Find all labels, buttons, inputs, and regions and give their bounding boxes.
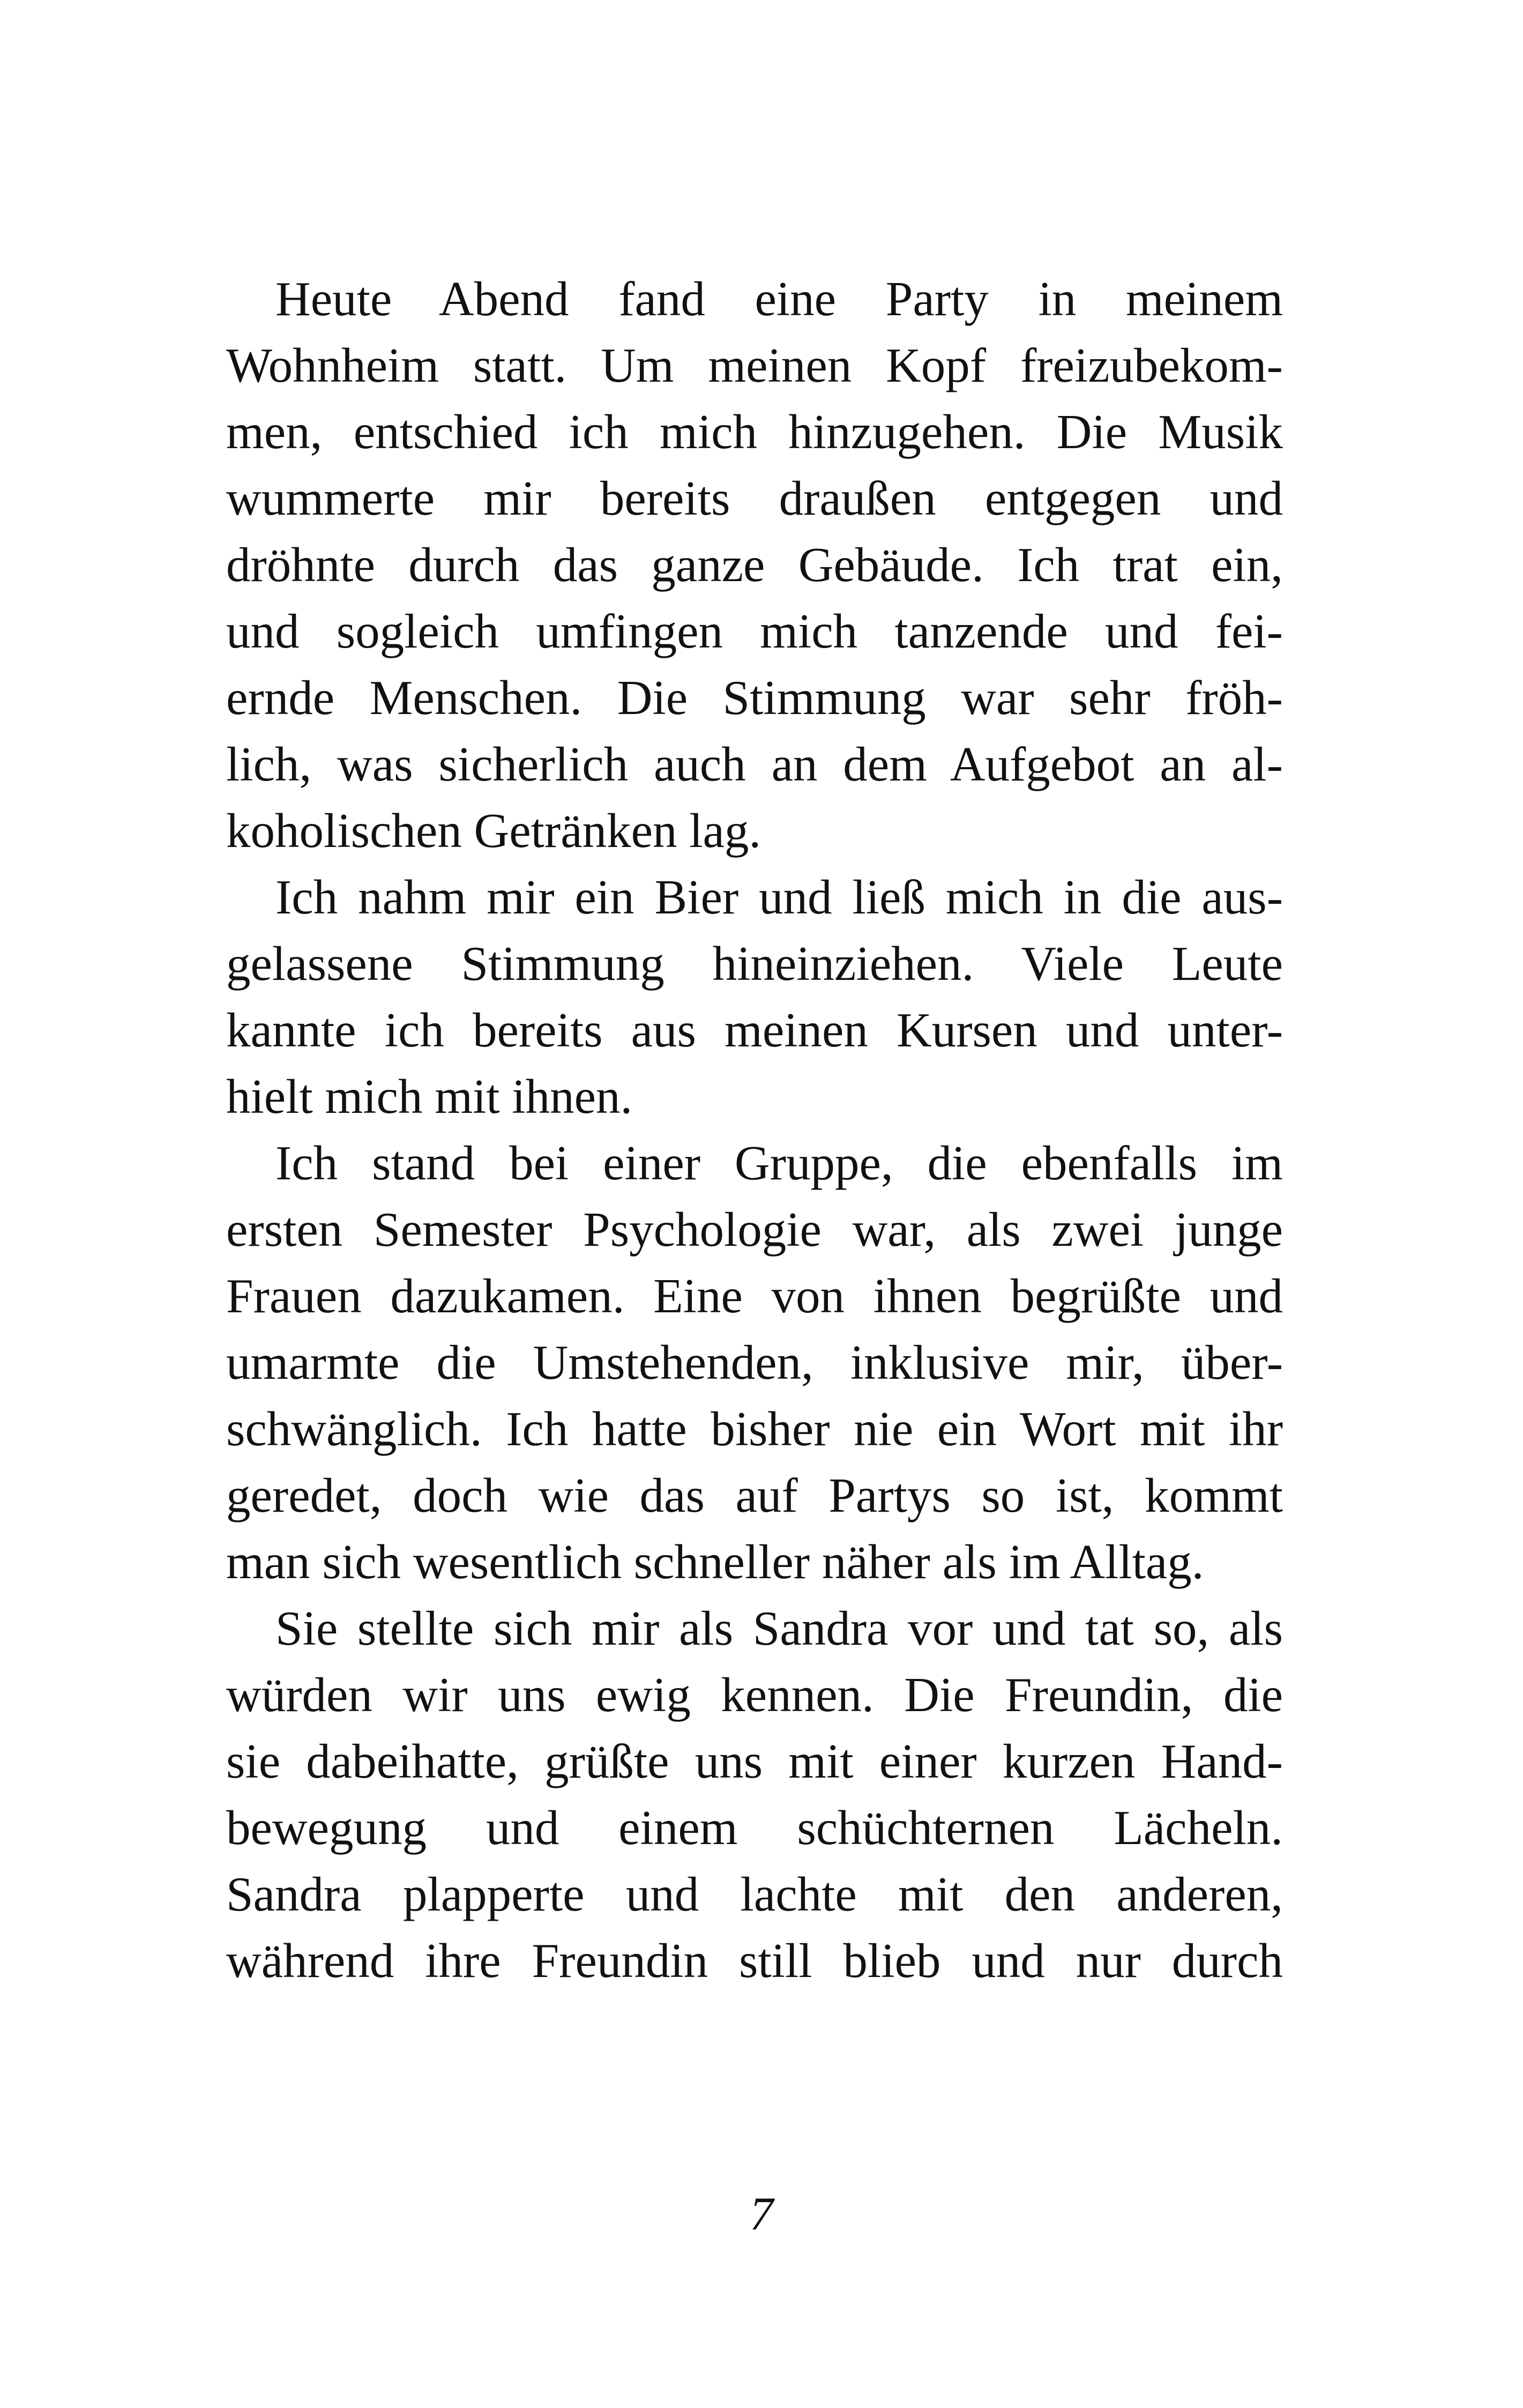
- paragraph-4-line: Sie stellte sich mir als Sandra vor und tat so, als: [275, 1601, 1283, 1655]
- paragraph-1-line: ernde Menschen. Die Stimmung war sehr fröh-: [226, 671, 1283, 725]
- paragraph-3-line: Frauen dazukamen. Eine von ihnen begrüßte und: [226, 1269, 1283, 1323]
- paragraph-3-line: umarmte die Umstehenden, inklusive mir, über-: [226, 1335, 1283, 1389]
- paragraph-2-line: gelassene Stimmung hineinziehen. Viele Leute: [226, 937, 1283, 991]
- paragraph-1-line: und sogleich umfingen mich tanzende und fei-: [226, 604, 1283, 658]
- paragraph-3-line: ersten Semester Psychologie war, als zwei junge: [226, 1202, 1283, 1257]
- body-text: [226, 266, 1283, 1994]
- paragraph-3-line: schwänglich. Ich hatte bisher nie ein Wort mit ihr: [226, 1402, 1283, 1456]
- paragraph-4-line: würden wir uns ewig kennen. Die Freundin, die: [226, 1668, 1283, 1722]
- paragraph-1-last-line: koholischen Getränken lag.: [226, 804, 762, 858]
- page-number: 7: [750, 2188, 773, 2240]
- paragraph-2-line: kannte ich bereits aus meinen Kursen und unter-: [226, 1003, 1283, 1057]
- paragraph-2-line: Ich nahm mir ein Bier und ließ mich in die aus-: [275, 870, 1283, 924]
- paragraph-1-line: Wohnheim statt. Um meinen Kopf freizubekom-: [226, 338, 1283, 392]
- paragraph-1-line: men, entschied ich mich hinzugehen. Die Musik: [226, 405, 1283, 459]
- paragraph-4-line: während ihre Freundin still blieb und nur durch: [226, 1934, 1283, 1988]
- paragraph-1-line: dröhnte durch das ganze Gebäude. Ich trat ein,: [226, 538, 1283, 592]
- paragraph-2-last-line: hielt mich mit ihnen.: [226, 1069, 633, 1124]
- paragraph-1-line: wummerte mir bereits draußen entgegen und: [226, 471, 1283, 525]
- paragraph-3-line: Ich stand bei einer Gruppe, die ebenfalls im: [275, 1136, 1283, 1190]
- paragraph-4-line: bewegung und einem schüchternen Lächeln.: [226, 1801, 1283, 1855]
- paragraph-3-last-line: man sich wesentlich schneller näher als im Alltag.: [226, 1535, 1204, 1589]
- paragraph-1-line: Heute Abend fand eine Party in meinem: [275, 272, 1283, 326]
- paragraph-1-line: lich, was sicherlich auch an dem Aufgebot an al-: [226, 737, 1283, 791]
- paragraph-4-line: sie dabeihatte, grüßte uns mit einer kurzen Hand-: [226, 1734, 1283, 1788]
- paragraph-4-line: Sandra plapperte und lachte mit den anderen,: [226, 1867, 1283, 1921]
- paragraph-3-line: geredet, doch wie das auf Partys so ist, kommt: [226, 1468, 1283, 1522]
